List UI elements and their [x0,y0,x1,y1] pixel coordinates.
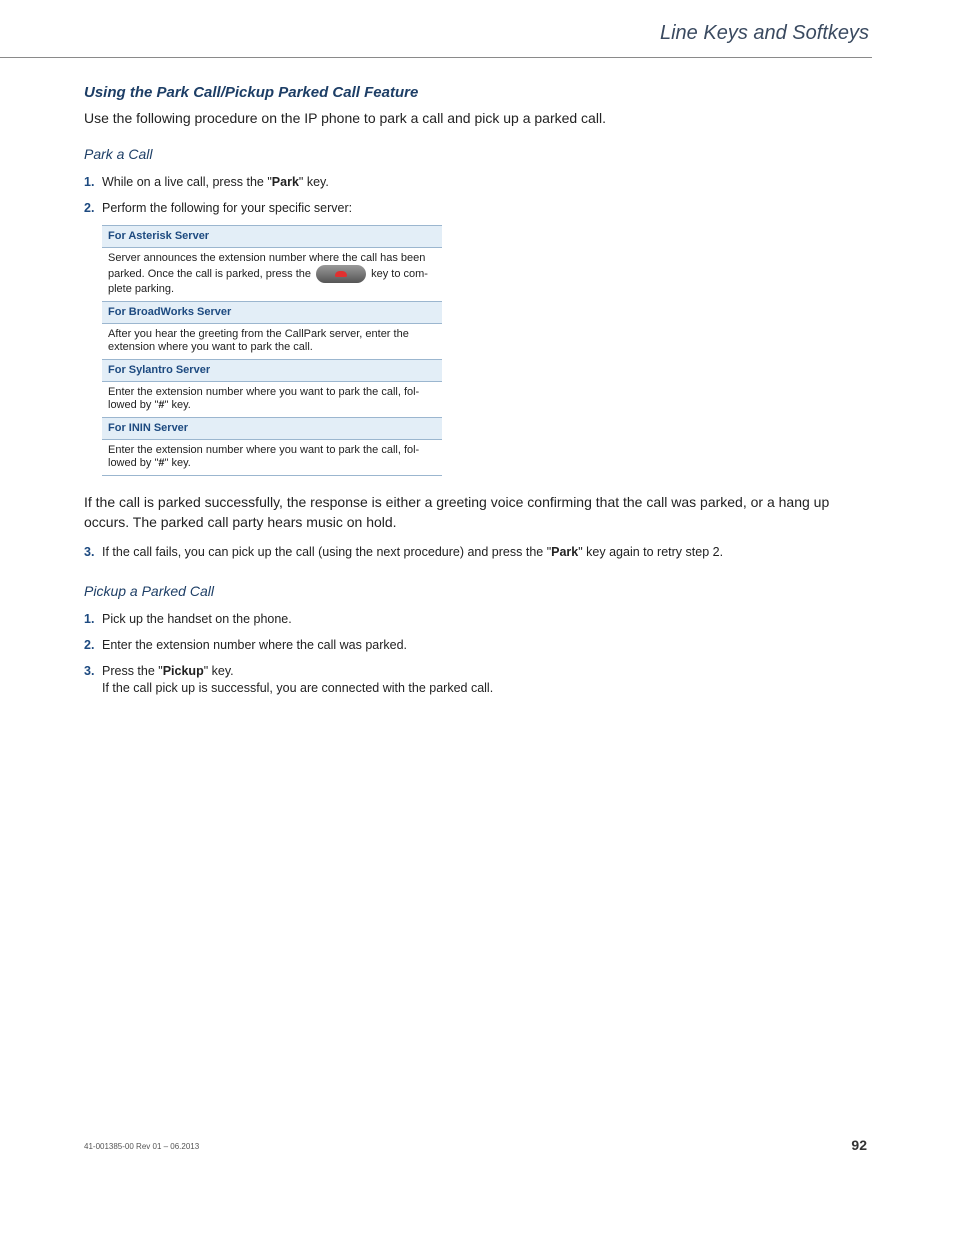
park-call-heading: Park a Call [84,146,153,162]
sylantro-text [102,382,442,418]
park-step-2 [84,200,864,476]
asterisk-text-pre: Server announces the extension number where the call has been parked. Once the call is parked, press the [108,252,426,280]
step-text: Pick up the handset on the phone. [102,612,292,626]
header-rule [0,57,872,58]
sylantro-header: For Sylantro Server [102,360,442,382]
step-number: 1. [84,175,95,189]
table-row [102,248,442,302]
table-row [102,360,442,382]
park-result-paragraph: If the call is parked successfully, the response is either a greeting voice confirming that the call was parked, or a hang up occurs. The parked call party hears music on hold. [84,494,830,530]
pickup-key-label: Pickup [162,664,204,678]
step-text-post: " key again to retry step 2. [578,545,724,559]
step-text: Enter the extension number where the call was parked. [102,638,408,652]
broadworks-text: After you hear the greeting from the CallPark server, enter the extension where you want to park the call. [102,324,442,360]
table-row [102,302,442,324]
asterisk-text-post: key to com-plete parking. [108,267,428,295]
inin-header: For ININ Server [102,418,442,440]
table-row [102,324,442,360]
hash-key-label: # [158,457,165,469]
park-key-label: Park [551,545,579,559]
step-number: 2. [84,638,95,652]
step-text [102,663,864,697]
server-table [102,225,442,476]
park-step-3 [84,544,864,561]
step-text-post: " key. [298,175,329,189]
footer-doc-number: 41-001385-00 Rev 01 – 06.2013 [84,1142,200,1151]
page-number: 92 [851,1137,867,1153]
running-header-title: Line Keys and Softkeys [659,22,869,44]
goodbye-key-icon [316,265,366,283]
step-text-pre: If the call fails, you can pick up the call (using the next procedure) and press the " [102,545,552,559]
asterisk-text [102,248,442,302]
broadworks-header: For BroadWorks Server [102,302,442,324]
table-row [102,418,442,440]
pickup-heading: Pickup a Parked Call [84,583,214,599]
step-number: 3. [84,545,95,559]
step-text [102,200,864,476]
step-text-main: Perform the following for your specific server: [102,201,353,215]
inin-text [102,440,442,476]
table-row [102,382,442,418]
pickup-step-3 [84,663,864,697]
step-text-pre: While on a live call, press the " [102,175,272,189]
step-note: If the call pick up is successful, you are connected with the parked call. [102,681,494,695]
section-title: Using the Park Call/Pickup Parked Call Feature [84,84,419,101]
inin-text-post: " key. [164,457,191,469]
step-number: 2. [84,201,95,215]
park-steps-continued [84,544,864,561]
step-number: 3. [84,664,95,678]
step-text [102,174,864,191]
section-intro: Use the following procedure on the IP phone to park a call and pick up a parked call. [84,110,606,126]
asterisk-header: For Asterisk Server [102,226,442,248]
step-text-post: " key. [203,664,234,678]
page-content [84,84,864,706]
park-key-label: Park [271,175,299,189]
pickup-step-1 [84,611,864,628]
step-text-pre: Press the " [102,664,163,678]
inin-text-pre: Enter the extension number where you want to park the call, fol-lowed by " [108,444,420,469]
sylantro-text-pre: Enter the extension number where you want to park the call, fol-lowed by " [108,386,420,411]
sylantro-text-post: " key. [164,399,191,411]
hash-key-label: # [158,399,165,411]
table-row [102,440,442,476]
park-steps [84,174,864,476]
step-text-line [102,663,864,680]
park-step-1 [84,174,864,191]
step-text [102,544,864,561]
table-row [102,226,442,248]
pickup-step-2 [84,637,864,654]
pickup-steps [84,611,864,697]
step-number: 1. [84,612,95,626]
